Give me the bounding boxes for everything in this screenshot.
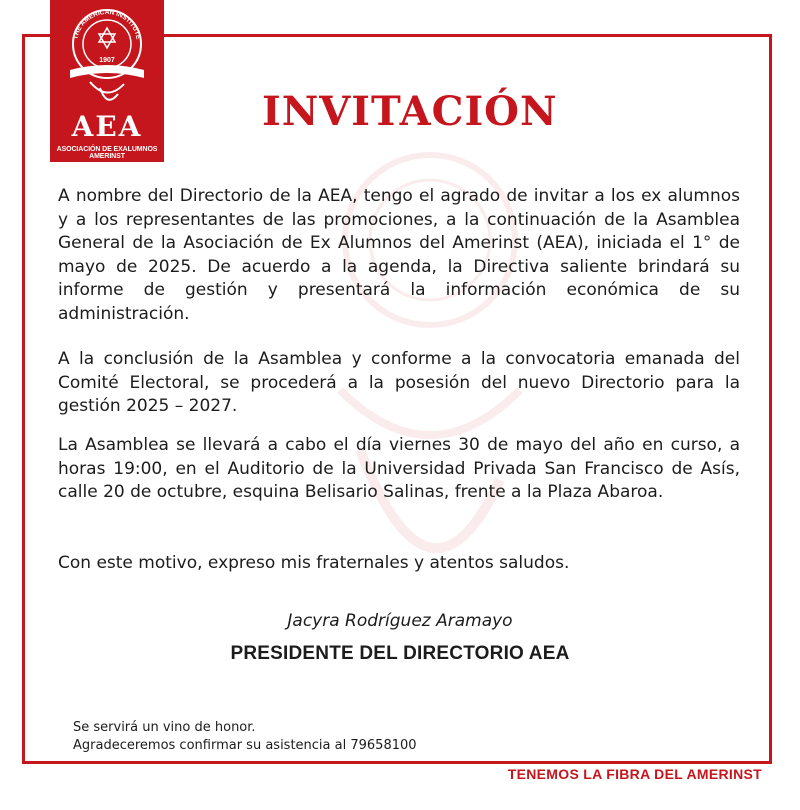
svg-text:THE AMERICAN INSTITUTE: THE AMERICAN INSTITUTE [72, 8, 142, 40]
logo-subtitle: ASOCIACIÓN DE EXALUMNOS AMERINST [56, 146, 158, 160]
footnote-line-2: Agradeceremos confirmar su asistencia al 79658100 [73, 738, 417, 753]
paragraph-conclusion: A la conclusión de la Asamblea y conforme a la convocatoria emanada del Comité Electoral, se procederá a la posesión del nuevo Directorio para la gestión 2025 – 2027. [58, 349, 740, 416]
page-title: INVITACIÓN [262, 88, 558, 135]
paragraph-closing: Con este motivo, expreso mis fraternales y atentos saludos. [58, 553, 570, 573]
paragraph-intro: A nombre del Directorio de la AEA, tengo el agrado de invitar a los ex alumnos y a los representantes de las promociones, a la continuación de la Asamblea General de la Asociación de Ex Alumnos del Amerinst (AEA), iniciada el 1° de mayo de 2025. De acuerdo a la agenda, la Directiva saliente brindará su informe de gestión y presentará la información económica de su administración. [58, 186, 740, 324]
paragraph-event-details: La Asamblea se llevará a cabo el día viernes 30 de mayo del año en curso, a horas 19:00, en el Auditorio de la Universidad Privada San Francisco de Asís, calle 20 de octubre, esquina Belisario Salinas, frente a la Plaza Abaroa. [58, 435, 740, 502]
signer-title: PRESIDENTE DEL DIRECTORIO AEA [230, 643, 570, 664]
footnote [73, 719, 417, 755]
aea-logo [50, 0, 164, 162]
slogan: TENEMOS LA FIBRA DEL AMERINST [504, 766, 766, 782]
signer-name: Jacyra Rodríguez Aramayo [287, 611, 513, 631]
emblem-icon [60, 4, 154, 108]
svg-text:1907: 1907 [99, 57, 115, 64]
footnote-line-1: Se servirá un vino de honor. [73, 720, 256, 735]
logo-acronym: AEA [71, 110, 143, 143]
